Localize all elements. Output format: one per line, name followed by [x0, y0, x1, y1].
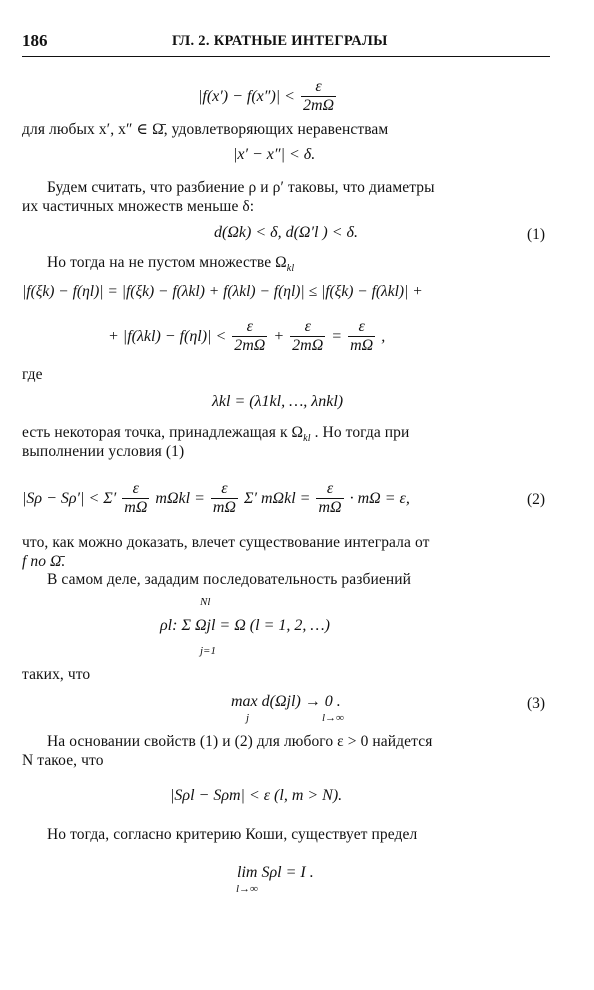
text-line-1: для любых x′, x″ ∈ Ω̄, удовлетворяющих неравенствам [22, 121, 389, 138]
partition-sum-top: Nl [200, 596, 211, 608]
equation-limit-sub: l→∞ [236, 883, 258, 895]
text-line-8: таких, что [22, 666, 91, 683]
text-line-6a: что, как можно доказать, влечет существование интеграла от [22, 534, 430, 551]
text-line-2b: их частичных множеств меньше δ: [22, 198, 255, 215]
equation-estimate-line1: |f(ξk) − f(ηl)| = |f(ξk) − f(λkl) + f(λkl) − f(ηl)| ≤ |f(ξk) − f(λkl)| + [22, 283, 423, 300]
page-number: 186 [22, 31, 48, 50]
equation-lambda: λkl = (λ1kl, …, λnkl) [212, 393, 344, 410]
equation-2-number: (2) [527, 491, 546, 508]
text-line-4: где [22, 366, 43, 383]
text-line-2a: Будем считать, что разбиение ρ и ρ′ таковы, что диаметры [47, 179, 435, 196]
equation-1: d(Ωk) < δ, d(Ω′l ) < δ. [214, 224, 358, 241]
text-line-3: Но тогда на не пустом множестве $\Omega_{kl}$ [47, 254, 295, 275]
equation-1-number: (1) [527, 226, 546, 243]
equation-estimate-line2: + |f(λkl) − f(ηl)| < $\frac{\varepsilon}{2m\Omega}$ + $\frac{\varepsilon}{2m\Omega}$ = $\frac{\varepsilon}{m\Omega}$ , [108, 318, 386, 355]
equation-2: |Sρ − Sρ′| < Σ′ $\frac{\varepsilon}{m\Omega}$ mΩkl = $\frac{\varepsilon}{m\Omega}$ Σ′ mΩkl = $\frac{\varepsilon}{m\Omega}$ · mΩ = ε, [22, 480, 410, 517]
text-line-7: В самом деле, зададим последовательность разбиений [47, 571, 412, 588]
equation-limit: lim Sρl = I . [237, 864, 314, 881]
header-rule [22, 56, 550, 57]
equation-3: max d(Ωjl) → 0 . [231, 693, 341, 710]
text-line-6b: f по Ω̄. [22, 553, 66, 570]
text-line-9a: На основании свойств (1) и (2) для любого ε > 0 найдется [47, 733, 433, 750]
eq0-fraction: $\frac{\varepsilon}{2m\Omega}$ [302, 78, 335, 115]
text-line-9b: N такое, что [22, 752, 104, 769]
eq0-left: |f(x′) − f(x″)| < [198, 87, 295, 105]
text-line-5a: есть некоторая точка, принадлежащая к $\Omega_{kl}$ . Но тогда при [22, 424, 410, 445]
equation-delta: |x′ − x″| < δ. [233, 146, 316, 163]
equation-3-number: (3) [527, 695, 546, 712]
equation-3-arrow-sub: l→∞ [322, 712, 344, 724]
equation-3-max-sub: j [246, 712, 250, 724]
partition-sum-bottom: j=1 [200, 645, 216, 657]
text-line-5b: выполнении условия (1) [22, 443, 185, 460]
equation-partition: ρl: Σ Ωjl = Ω (l = 1, 2, …) [160, 617, 330, 634]
equation-cauchy: |Sρl − Sρm| < ε (l, m > N). [170, 787, 343, 804]
running-title: ГЛ. 2. КРАТНЫЕ ИНТЕГРАЛЫ [172, 33, 388, 49]
text-line-10: Но тогда, согласно критерию Коши, существует предел [47, 826, 418, 843]
equation-lipschitz [198, 78, 338, 116]
